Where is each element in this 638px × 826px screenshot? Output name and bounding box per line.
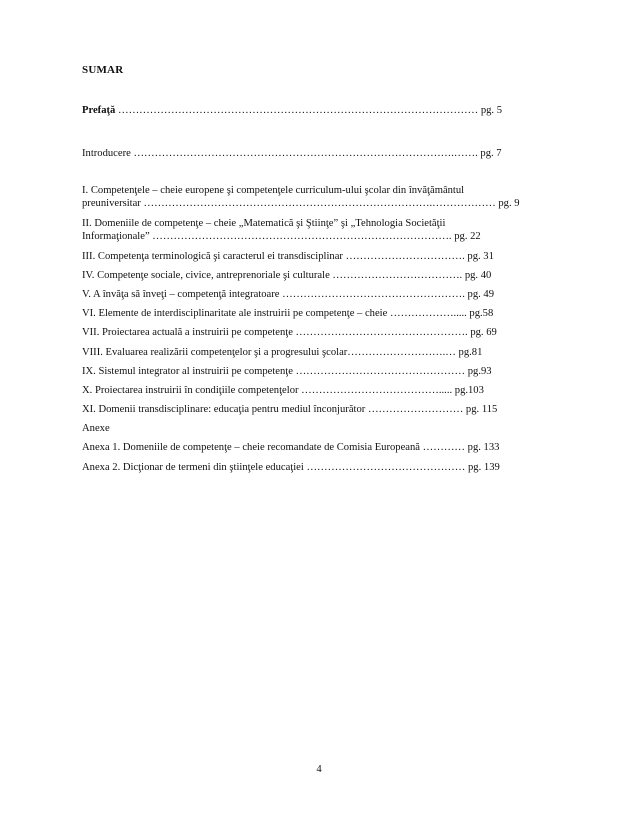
toc-entry-chapter-5 (82, 288, 543, 301)
toc-entry-text: VIII. Evaluarea realizării competenţelor şi a progresului şcolar……………………….… pg.81 (82, 347, 483, 358)
page-number: 4 (316, 764, 322, 775)
toc-entry-label: Prefaţă (82, 105, 116, 116)
toc-entry-text: preuniversitar ……………………………………………………………………….……………… pg. 9 (82, 198, 520, 209)
toc-entry-chapter-7 (82, 326, 543, 339)
toc-entry-text: IX. Sistemul integrator al instruirii pe competenţe ………………………………………… pg.93 (82, 366, 492, 377)
toc-entry-chapter-11 (82, 403, 543, 416)
toc-entry-text: IV. Competenţe sociale, civice, antreprenoriale şi culturale ………………………………. pg. 40 (82, 270, 492, 281)
toc-entry-text: III. Competenţa terminologică şi caracterul ei transdisciplinar ……………………………. pg. 31 (82, 251, 494, 262)
toc-entry-text: Anexe (82, 423, 110, 434)
toc-entry-chapter-8 (82, 346, 543, 359)
toc-entry-text: II. Domeniile de competenţe – cheie „Matematică şi Ştiinţe” şi „Tehnologia Societăţii (82, 218, 446, 229)
toc-entry-prefata (82, 104, 543, 117)
toc-entry-introducere (82, 147, 543, 160)
toc-entry-text: Anexa 1. Domeniile de competenţe – cheie recomandate de Comisia Europeană ………… pg. 133 (82, 442, 500, 453)
toc-entry-chapter-2 (82, 217, 543, 243)
toc-entry-text: V. A învăţa să înveţi – competenţă integratoare ……………………………………………. pg. 49 (82, 289, 495, 300)
toc-entry-chapter-3 (82, 250, 543, 263)
toc-entry-text: XI. Domenii transdisciplinare: educaţia pentru mediul înconjurător ……………………… pg. 115 (82, 404, 498, 415)
toc-entry-chapter-9 (82, 365, 543, 378)
toc-entry-text: Prefaţă ………………………………………………………………………………………… pg. 5 (82, 105, 503, 116)
toc-entry-text: Anexa 2. Dicţionar de termeni din ştiinţele educaţiei ……………………………………… pg. 139 (82, 462, 500, 473)
toc-entry-text: VI. Elemente de interdisciplinaritate ale instruirii pe competenţe – cheie ………………..... pg.58 (82, 308, 494, 319)
toc-entry-chapter-6 (82, 307, 543, 320)
toc-entry-anexe (82, 422, 543, 435)
toc-entry-chapter-4 (82, 269, 543, 282)
toc-entry-anexa-1 (82, 441, 543, 454)
toc-entry-text: X. Proiectarea instruirii în condiţiile competenţelor …………………………………..... pg.103 (82, 385, 484, 396)
toc-entry-chapter-10 (82, 384, 543, 397)
toc-entry-chapter-1 (82, 184, 543, 210)
toc-entry-anexa-2 (82, 461, 543, 474)
toc-entry-text: Informaţionale” …………………………………………………………………………. pg. 22 (82, 231, 481, 242)
toc-entry-text: I. Competenţele – cheie europene şi competenţele curriculum-ului şcolar din învăţământul (82, 185, 465, 196)
toc-entry-text: Introducere ……………………………………………………………………………….……. pg. 7 (82, 148, 502, 159)
toc-entry-text: VII. Proiectarea actuală a instruirii pe competenţe …………………………………………. pg. 69 (82, 327, 497, 338)
page-title: SUMAR (82, 64, 124, 76)
